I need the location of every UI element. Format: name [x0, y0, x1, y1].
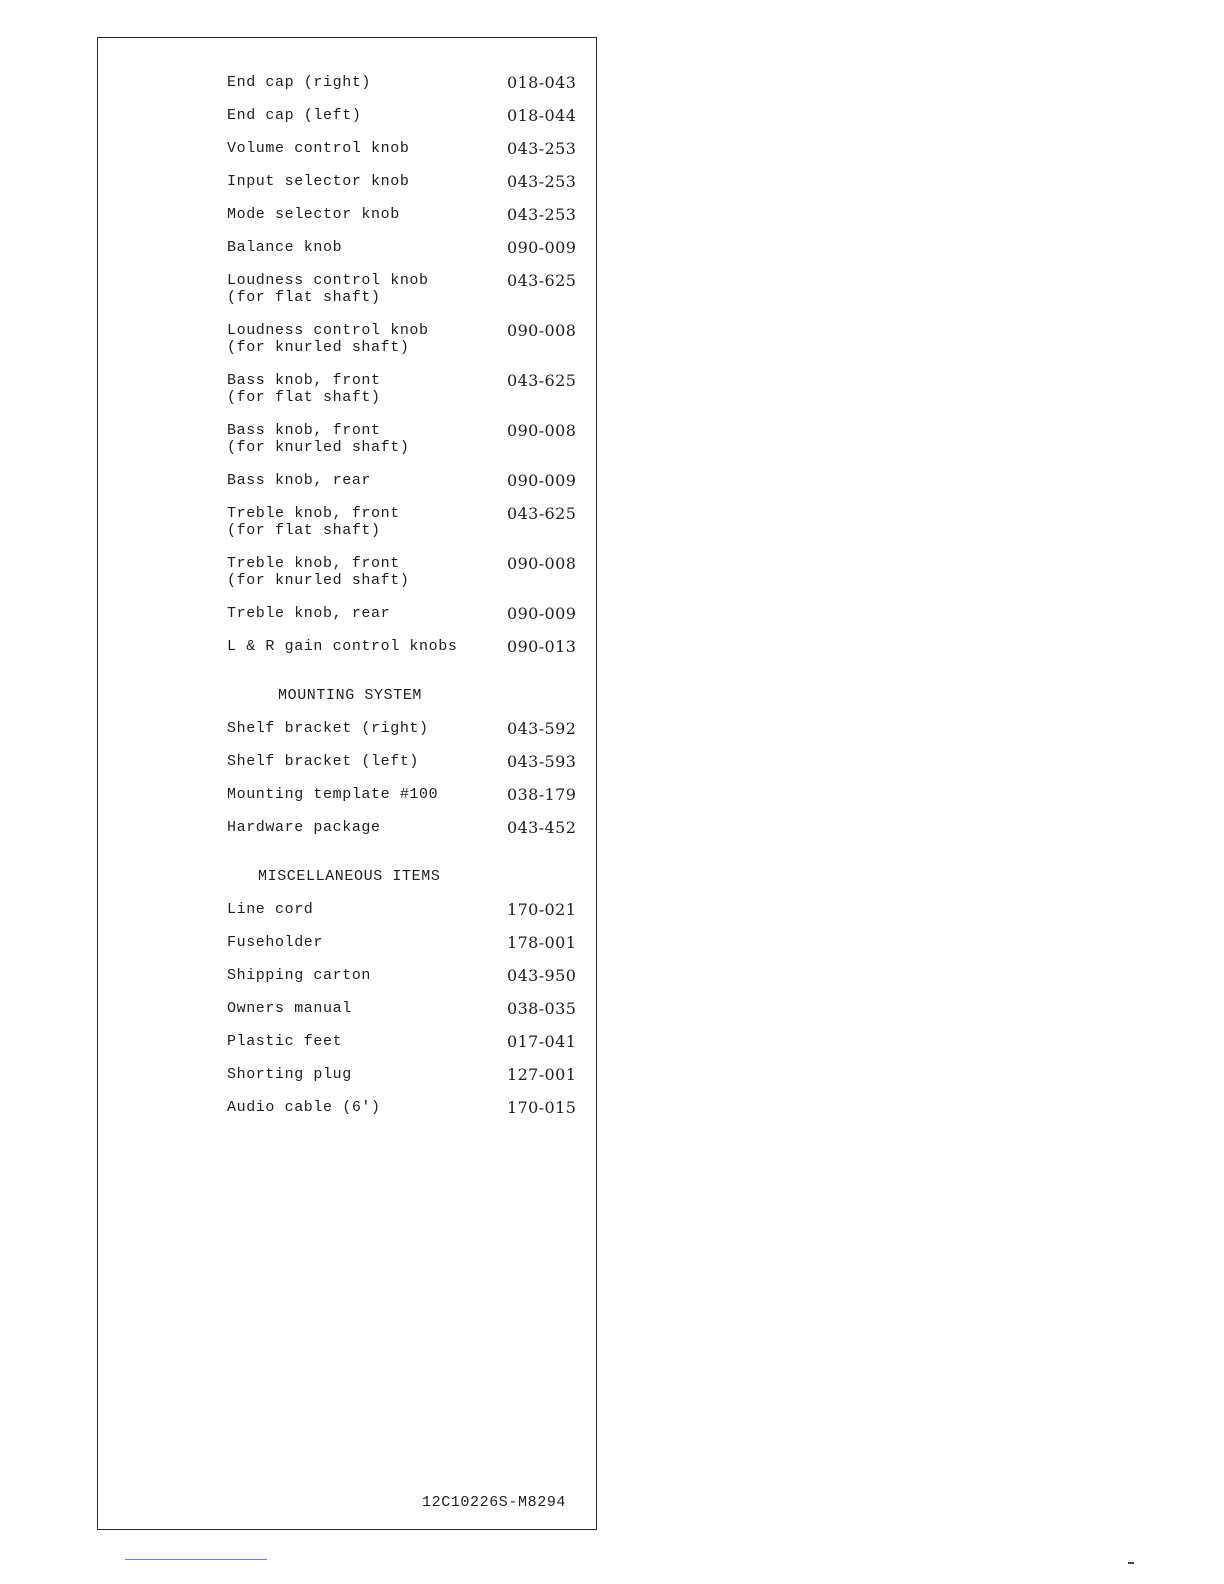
part-description: End cap (right) — [227, 74, 372, 91]
list-item — [227, 322, 587, 356]
part-number: 170-021 — [507, 900, 577, 919]
list-item — [227, 239, 587, 256]
list-item — [227, 74, 587, 91]
part-number: 090-008 — [507, 321, 577, 340]
scan-mark-line — [125, 1559, 267, 1560]
section-heading-misc: MISCELLANEOUS ITEMS — [258, 868, 441, 885]
part-number: 090-009 — [507, 604, 577, 623]
list-item — [227, 819, 587, 836]
part-number: 127-001 — [507, 1065, 577, 1084]
part-description: Volume control knob — [227, 140, 410, 157]
part-number: 090-013 — [507, 637, 577, 656]
part-number: 018-044 — [507, 106, 577, 125]
list-item — [227, 934, 587, 951]
part-number: 043-625 — [507, 271, 577, 290]
parts-list — [227, 70, 587, 1116]
part-description: Balance knob — [227, 239, 343, 256]
list-item — [227, 107, 587, 124]
part-description: Audio cable (6') — [227, 1099, 381, 1116]
part-number: 090-009 — [507, 471, 577, 490]
part-number: 178-001 — [507, 933, 577, 952]
part-number: 043-452 — [507, 818, 577, 837]
list-item — [227, 1099, 587, 1116]
list-item — [227, 422, 587, 456]
list-item — [227, 206, 587, 223]
part-number: 090-009 — [507, 238, 577, 257]
part-description: Shelf bracket (left) — [227, 753, 420, 770]
part-number: 038-035 — [507, 999, 577, 1018]
part-number: 043-253 — [507, 172, 577, 191]
part-description: Fuseholder — [227, 934, 324, 951]
list-item — [227, 1066, 587, 1083]
list-item — [227, 1033, 587, 1050]
part-number: 017-041 — [507, 1032, 577, 1051]
part-number: 170-015 — [507, 1098, 577, 1117]
part-number: 038-179 — [507, 785, 577, 804]
list-item — [227, 720, 587, 737]
list-item — [227, 1000, 587, 1017]
list-item — [227, 173, 587, 190]
part-description: Mounting template #100 — [227, 786, 439, 803]
document-code: 12C10226S-M8294 — [422, 1494, 567, 1511]
part-description: Treble knob, front (for flat shaft) — [227, 505, 400, 539]
part-description: Input selector knob — [227, 173, 410, 190]
part-description: Hardware package — [227, 819, 381, 836]
part-number: 043-593 — [507, 752, 577, 771]
part-description: L & R gain control knobs — [227, 638, 458, 655]
part-description: Bass knob, front (for flat shaft) — [227, 372, 381, 406]
list-item — [227, 505, 587, 539]
part-description: Owners manual — [227, 1000, 352, 1017]
list-item — [227, 753, 587, 770]
part-number: 043-592 — [507, 719, 577, 738]
part-description: Plastic feet — [227, 1033, 343, 1050]
part-description: Mode selector knob — [227, 206, 400, 223]
part-description: End cap (left) — [227, 107, 362, 124]
part-number: 043-625 — [507, 371, 577, 390]
scan-mark-dash — [1128, 1562, 1134, 1564]
list-item — [227, 638, 587, 655]
part-number: 018-043 — [507, 73, 577, 92]
part-description: Shelf bracket (right) — [227, 720, 429, 737]
list-item — [227, 786, 587, 803]
list-item — [227, 372, 587, 406]
part-description: Loudness control knob (for knurled shaft) — [227, 322, 429, 356]
part-number: 090-008 — [507, 554, 577, 573]
list-item — [227, 272, 587, 306]
part-number: 090-008 — [507, 421, 577, 440]
list-item — [227, 901, 587, 918]
section-heading-mounting: MOUNTING SYSTEM — [278, 687, 423, 704]
part-number: 043-253 — [507, 139, 577, 158]
list-item — [227, 140, 587, 157]
list-item — [227, 605, 587, 622]
part-description: Bass knob, front (for knurled shaft) — [227, 422, 410, 456]
part-number: 043-625 — [507, 504, 577, 523]
list-item — [227, 967, 587, 984]
list-item — [227, 472, 587, 489]
part-number: 043-950 — [507, 966, 577, 985]
part-number: 043-253 — [507, 205, 577, 224]
list-item — [227, 555, 587, 589]
part-description: Loudness control knob (for flat shaft) — [227, 272, 429, 306]
part-description: Shorting plug — [227, 1066, 352, 1083]
part-description: Bass knob, rear — [227, 472, 372, 489]
part-description: Shipping carton — [227, 967, 372, 984]
part-description: Treble knob, rear — [227, 605, 391, 622]
part-description: Treble knob, front (for knurled shaft) — [227, 555, 410, 589]
part-description: Line cord — [227, 901, 314, 918]
